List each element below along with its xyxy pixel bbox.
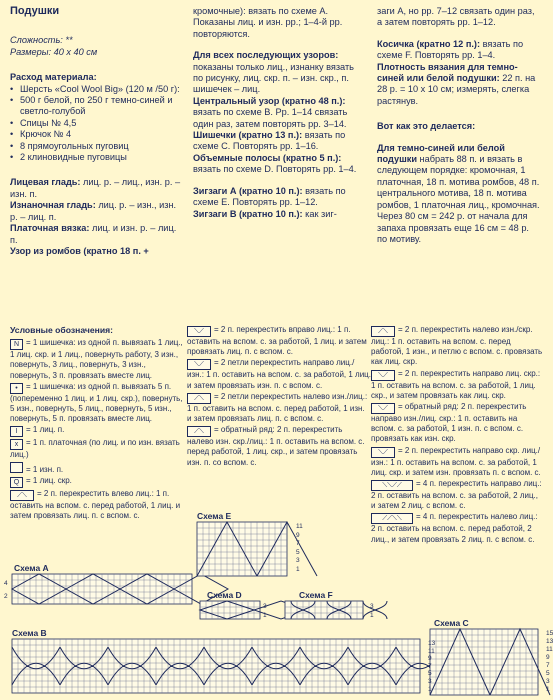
diamond-pattern-heading: Узор из ромбов (кратно 18 п. + <box>10 245 149 256</box>
chart-c-grid <box>430 629 544 697</box>
legend-item: ⟋⟋⟍⟍ = 4 п. перекрестить налево лиц.: 2 п. оставить на вспом. с. перед работой, 2 лиц., и затем провязать 2 лиц. п. с вспом. с. <box>371 512 538 544</box>
material-item: • 2 клиновидные пуговицы <box>10 152 182 163</box>
chart-row-number: 4 <box>4 580 8 587</box>
legend-column-3 <box>371 325 543 546</box>
chart-row-number: 3 <box>546 678 550 685</box>
central-pattern: Центральный узор (кратно 48 п.): вязать по схеме В. Рр. 1–14 связать один раз, затем повторять рр. 3–14. <box>193 95 348 129</box>
legend-item: I = 1 лиц. п. <box>10 425 186 437</box>
chart-row-number: 9 <box>296 531 300 539</box>
material-item: • Крючок № 4 <box>10 129 182 140</box>
garter-stitch-icon: x <box>10 439 23 450</box>
knit-stitch-icon: I <box>10 426 23 437</box>
chart-row-number: 15 <box>546 630 553 637</box>
chart-row-number: 11 <box>296 523 303 530</box>
chart-a-grid <box>12 574 192 606</box>
materials-heading: Расход материала: <box>10 72 97 83</box>
chart-b-label: Схема В <box>12 628 47 638</box>
legend-item: ⟋⟍ = обратный ряд: 2 п. перекрестить налево изн. скр./лиц.: 1 п. оставить на вспом. с. перед работой, 1 лиц. скр., и затем провязать изн. п. со вспом. с. <box>187 425 365 467</box>
cross-right-twisted-icon: ⟍⟋ <box>371 370 395 381</box>
bobbles-pattern: Шишечки (кратно 13 п.): вязать по схеме С. Повторять рр. 1–16. <box>193 130 346 152</box>
chart-row-number: 5 <box>428 670 432 678</box>
chart-d-label: Схема D <box>207 590 242 600</box>
cable-4-right-icon: ⟍⟍⟋⟋ <box>371 480 413 491</box>
twisted-knit-icon: Q <box>10 477 23 488</box>
legend-item: ⟍⟋ = 2 п. перекрестить вправо лиц.: 1 п. оставить на вспом. с. за работой, 1 лиц. и затем провязать лиц. п. с вспом. с. <box>187 325 367 357</box>
text-column-3 <box>377 6 541 245</box>
how-to-heading: Вот как это делается: <box>377 121 476 132</box>
chart-e-label: Схема E <box>197 511 232 521</box>
purl-stitch-icon <box>10 462 23 473</box>
chart-f-label: Схема F <box>299 590 333 600</box>
legend-column-2 <box>187 325 371 469</box>
all-patterns: Для всех последующих узоров: показаны только лиц., изнанку вязать по рисунку, лиц. скр. п. – изн. скр., п. шишечек – лиц. <box>193 50 354 95</box>
stitch-stockinette: Лицевая гладь: лиц. р. – лиц., изн. р. – изн. п. <box>10 177 181 199</box>
legend-item: ⟍⟋ = 2 п. перекрестить направо лиц. скр.: 1 п. оставить на вспом. с. за работой, 1 лиц. скр., и затем провязать как лиц. скр. <box>371 368 541 400</box>
cross-left-purl-twisted-icon: ⟋⟍ <box>371 326 395 337</box>
chart-row-number: 3 <box>263 603 267 610</box>
gauge: Плотность вязания для темно-синей или белой подушки: 22 п. на 28 р. = 10 х 10 см; измерять, слегка растянув. <box>377 61 536 106</box>
cross-right-wrong-side-icon: ⟍⟋ <box>371 403 395 414</box>
chart-row-number: 11 <box>428 647 435 655</box>
chart-row-number: 13 <box>428 640 436 647</box>
legend-item: ⟍⟍⟋⟋ = 4 п. перекрестить направо лиц.: 2 п. оставить на вспом. с. за работой, 2 лиц., и затем 2 лиц. с вспом. с. <box>371 479 542 511</box>
legend-item: ⟋⟍ = 2 п. перекрестить налево изн./скр. лиц.: 1 п. оставить на вспом. с. перед работой, 1 изн., и петлю с вспом. с. провязать как лиц. скр. <box>371 325 543 367</box>
chart-row-number: 3 <box>296 557 300 565</box>
legend-item: • = 1 шишечка: из одной п. вывязать 5 п. (попеременно 1 лиц. и 1 лиц. скр.), повернуть, 5 изн., повернуть, 5 лиц., повернуть, 5 изн., повернуть, 5 п. провязать вместе лиц. <box>10 381 183 424</box>
chart-row-number: 1 <box>546 686 550 693</box>
chart-row-number: 1 <box>370 612 374 619</box>
legend-title: Условные обозначения: <box>10 325 113 335</box>
cross-right-knit-purl-icon: ⟍⟋ <box>187 359 211 370</box>
chart-row-number: 9 <box>428 655 432 663</box>
bobble-n-icon: N <box>10 339 23 350</box>
material-item: • 8 прямоугольных пуговиц <box>10 141 182 152</box>
cross-left-purl-knit-icon: ⟋⟍ <box>187 393 211 404</box>
chart-row-number: 13 <box>546 638 553 645</box>
stripes-pattern: Объемные полосы (кратно 5 п.): вязать по схеме D. Повторять рр. 1–4. <box>193 152 357 175</box>
chart-e-grid <box>197 522 293 576</box>
chart-row-number: 5 <box>546 670 550 677</box>
materials-list <box>10 84 182 164</box>
complexity: Сложность: ** <box>10 35 73 46</box>
legend-item: Q = 1 лиц. скр. <box>10 476 186 488</box>
chart-row-number: 5 <box>296 548 300 556</box>
chart-row-number: 1 <box>263 612 267 619</box>
legend-item: ⟍⟋ = обратный ряд: 2 п. перекрестить направо изн./лиц. скр.: 1 п. оставить на вспом. с. за работой, 1 изн. п. с вспом. с. провязать как изн. скр. <box>371 402 527 444</box>
text-column-2 <box>193 6 363 220</box>
text-column-1 <box>10 6 182 257</box>
zigzag-b-pattern: Зигзаги В (кратно 10 п.): как зиг- <box>193 208 337 219</box>
legend-item: ⟍⟋ = 2 п. перекрестить направо скр. лиц./изн.: 1 п. оставить на вспом. с. за работой, 1 лиц. скр. и затем изн. провязать п. с вспом. с. <box>371 445 541 477</box>
chart-a-label: Схема А <box>14 563 49 573</box>
legend-item: ⟋⟍ = 2 п. перекрестить влево лиц.: 1 п. оставить на вспом. с. перед работой, 1 лиц. и затем провязать лиц. п. с вспом. с. <box>10 488 181 521</box>
legend-item: = 1 изн. п. <box>10 462 186 475</box>
zigzag-b-continued: заги А, но рр. 7–12 связать один раз, а затем повторять рр. 1–12. <box>377 6 535 28</box>
cable-4-left-icon: ⟋⟋⟍⟍ <box>371 513 413 524</box>
chart-row-number: 7 <box>428 662 432 670</box>
bobble-dot-icon: • <box>10 383 23 394</box>
legend-item: x = 1 п. платочная (по лиц. и по изн. вязать лиц.) <box>10 438 180 460</box>
chart-row-number: 7 <box>296 540 300 548</box>
cable-pattern: Косичка (кратно 12 п.): вязать по схеме F. Повторять рр. 1–4. <box>377 38 524 61</box>
cross-right-twisted-purl-icon: ⟍⟋ <box>371 447 395 458</box>
stitch-garter: Платочная вязка: лиц. и изн. р. – лиц. п. <box>10 223 177 245</box>
chart-row-number: 3 <box>370 603 374 610</box>
chart-f-grid <box>285 601 367 623</box>
material-item: • Шерсть «Cool Wool Big» (120 м /50 г): <box>10 84 182 95</box>
chart-row-number: 1 <box>428 685 432 693</box>
chart-b-grid <box>12 639 424 695</box>
diamond-pattern-text: кромочные): вязать по схеме А. Показаны лиц. и изн. рр.; 1–4-й рр. повторяются. <box>193 6 343 39</box>
sizes: Размеры: 40 х 40 см <box>10 46 98 57</box>
chart-row-number: 2 <box>4 593 8 600</box>
legend-item: ⟍⟋ = 2 петли перекрестить направо лиц./изн.: 1 п. оставить на вспом. с. за работой, 1 лиц. и затем провязать изн. п. с вспом. с. <box>187 358 371 390</box>
chart-row-number: 1 <box>296 566 300 573</box>
cross-left-icon: ⟋⟍ <box>10 490 34 501</box>
cross-right-icon: ⟍⟋ <box>187 326 211 337</box>
legend-item: N = 1 шишечка: из одной п. вывязать 1 лиц., 1 лиц. скр. и 1 лиц., повернуть работу, 3 изн., повернуть, 3 лиц., повернуть, 3 изн., повернуть, 3 п. провязать вместе лиц. <box>10 338 183 380</box>
zigzag-a-pattern: Зигзаги А (кратно 10 п.): вязать по схеме Е. Повторять рр. 1–12. <box>193 185 346 208</box>
material-item: • 500 г белой, по 250 г темно-синей и светло-голубой <box>10 95 182 118</box>
chart-c-label: Схема С <box>434 618 469 628</box>
chart-d-grid <box>200 601 260 623</box>
legend-column-1 <box>10 325 186 522</box>
material-item: • Спицы № 4,5 <box>10 118 182 129</box>
instructions: Для темно-синей или белой подушки набрать 88 п. и вязать в следующем порядке: кромочная, 1 платочная, 18 п. мотива ромбов, 48 п. центрального мотива, 18 п. мотива ромбов, 1 платочная лиц., кромочная. Через 80 см = 242 р. от начала для запаха провязать еще 16 см = 48 р. по мотиву. <box>377 142 540 244</box>
chart-row-number: 7 <box>546 662 550 669</box>
stitch-reverse: Изнаночная гладь: лиц. р. – изн., изн. р. – лиц. п. <box>10 200 177 222</box>
legend-item: ⟋⟍ = 2 петли перекрестить налево изн./лиц.: 1 п. оставить на вспом. с. перед работой, 1 изн. и затем провязать лиц. п. с вспом. с. <box>187 391 368 424</box>
chart-row-number: 11 <box>546 646 553 653</box>
page-title: Подушки <box>10 5 60 17</box>
chart-row-number: 3 <box>428 678 432 685</box>
chart-row-number: 9 <box>546 654 550 661</box>
cross-left-wrong-side-icon: ⟋⟍ <box>187 426 211 437</box>
